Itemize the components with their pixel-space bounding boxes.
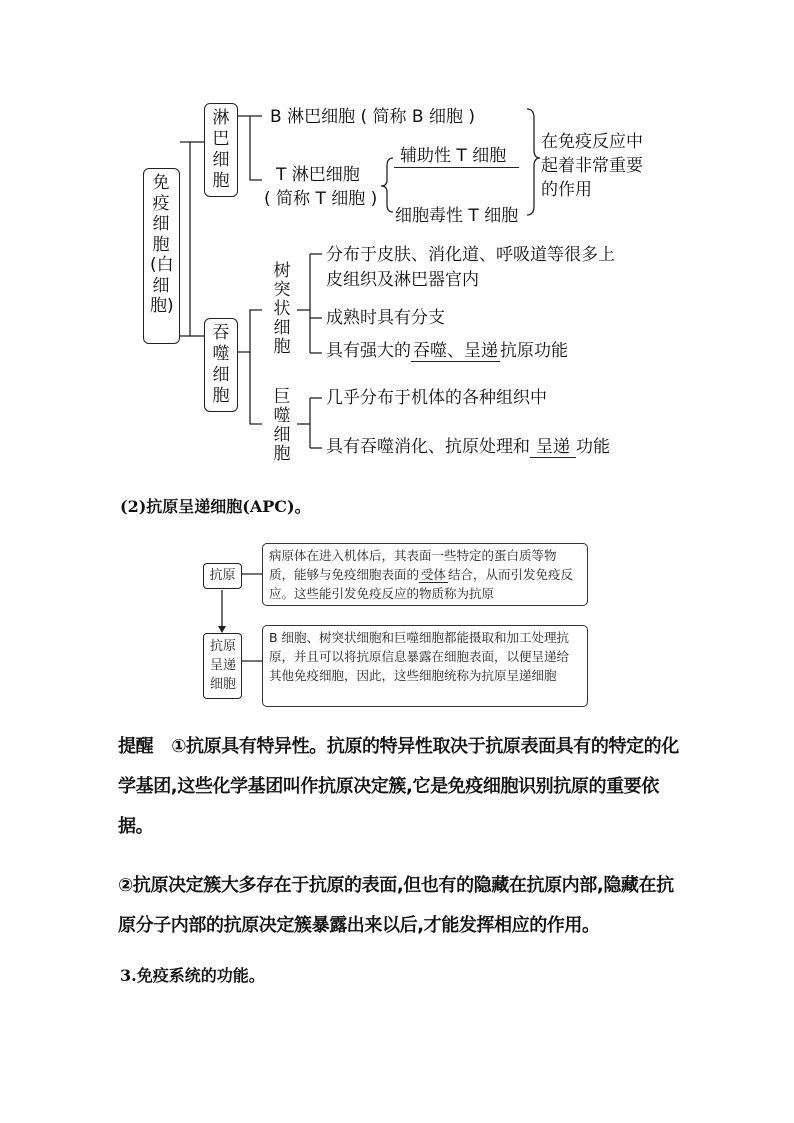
antigen-label: 抗原	[209, 568, 236, 583]
role-line-2: 起着非常重要	[541, 156, 643, 176]
t-cell-text-2: ( 简称 T 细胞 )	[264, 189, 378, 209]
phagocyte-box	[204, 318, 238, 412]
antigen-box	[203, 563, 242, 589]
lymphocyte-box	[204, 103, 238, 197]
antigen-text-before: 病原体在进入机体后，其表面一些特定的蛋白质等物质，能够与免疫细胞表面的	[269, 548, 557, 582]
b-cell-text: B 淋巴细胞 ( 简称 B 细胞 )	[270, 107, 476, 127]
dendritic-item-1a: 分布于皮肤、消化道、呼吸道等很多上	[326, 245, 615, 265]
section-2-title: (2)抗原呈递细胞(APC)。	[120, 497, 311, 516]
antigen-definition	[262, 543, 588, 606]
dendritic-cell-label: 树突状细胞	[273, 261, 291, 357]
antigen-text-after: 结合，从而引发免疫反应。这些能引发免疫反应的物质称为抗原	[269, 567, 574, 601]
reminder-point-1	[118, 727, 688, 847]
apc-box	[203, 633, 242, 699]
lymphocyte-label: 淋巴细胞	[212, 108, 230, 191]
dendritic-item-1b: 皮组织及淋巴器官内	[326, 270, 479, 290]
immune-cell-label: 免疫细胞(白细胞)	[150, 173, 174, 316]
dendritic-item-3	[326, 341, 568, 361]
antigen-blank: 受体	[421, 567, 447, 582]
apc-definition: B 细胞、树突状细胞和巨噬细胞都能摄取和加工处理抗原，并且可以将抗原信息暴露在细胞表面，以便呈递给其他免疫细胞，因此，这些细胞统称为抗原呈递细胞	[262, 625, 588, 707]
macrophage-label: 巨噬细胞	[273, 387, 291, 464]
role-line-3: 的作用	[541, 180, 592, 200]
role-line-1: 在免疫反应中	[541, 132, 643, 152]
dendritic-item-2: 成熟时具有分支	[326, 308, 445, 328]
macrophage-item-1: 几乎分布于机体的各种组织中	[326, 388, 547, 408]
macrophage-item-2	[326, 437, 610, 457]
helper-t-underline	[394, 167, 519, 168]
macrophage-item-2-prefix: 具有吞噬消化、抗原处理和	[326, 437, 530, 457]
macrophage-item-2-blank: 呈递	[530, 437, 576, 458]
phagocyte-label: 吞噬细胞	[212, 323, 230, 406]
section-3-title: 3.免疫系统的功能。	[120, 966, 265, 985]
reminder-heading: 提醒	[118, 736, 154, 757]
immune-cell-box	[143, 168, 180, 344]
apc-label: 抗原呈递细胞	[209, 639, 236, 692]
reminder-point-2: ②抗原决定簇大多存在于抗原的表面,但也有的隐藏在抗原内部,隐藏在抗原分子内部的抗原决定簇暴露出来以后,才能发挥相应的作用。	[118, 875, 674, 936]
dendritic-item-3-suffix: 抗原功能	[500, 341, 568, 361]
helper-t-cell: 辅助性 T 细胞	[400, 146, 507, 166]
dendritic-item-3-blank: 吞噬、呈递	[413, 341, 498, 361]
t-cell-text-1: T 淋巴细胞	[276, 165, 360, 185]
cytotoxic-t-cell: 细胞毒性 T 细胞	[395, 206, 519, 226]
dendritic-item-3-prefix: 具有强大的	[326, 341, 411, 361]
macrophage-item-2-suffix: 功能	[576, 437, 610, 457]
reminder-point-1-text: ①抗原具有特异性。抗原的特异性取决于抗原表面具有的特定的化学基团,这些化学基团叫作抗原决定簇,它是免疫细胞识别抗原的重要依据。	[118, 736, 679, 837]
